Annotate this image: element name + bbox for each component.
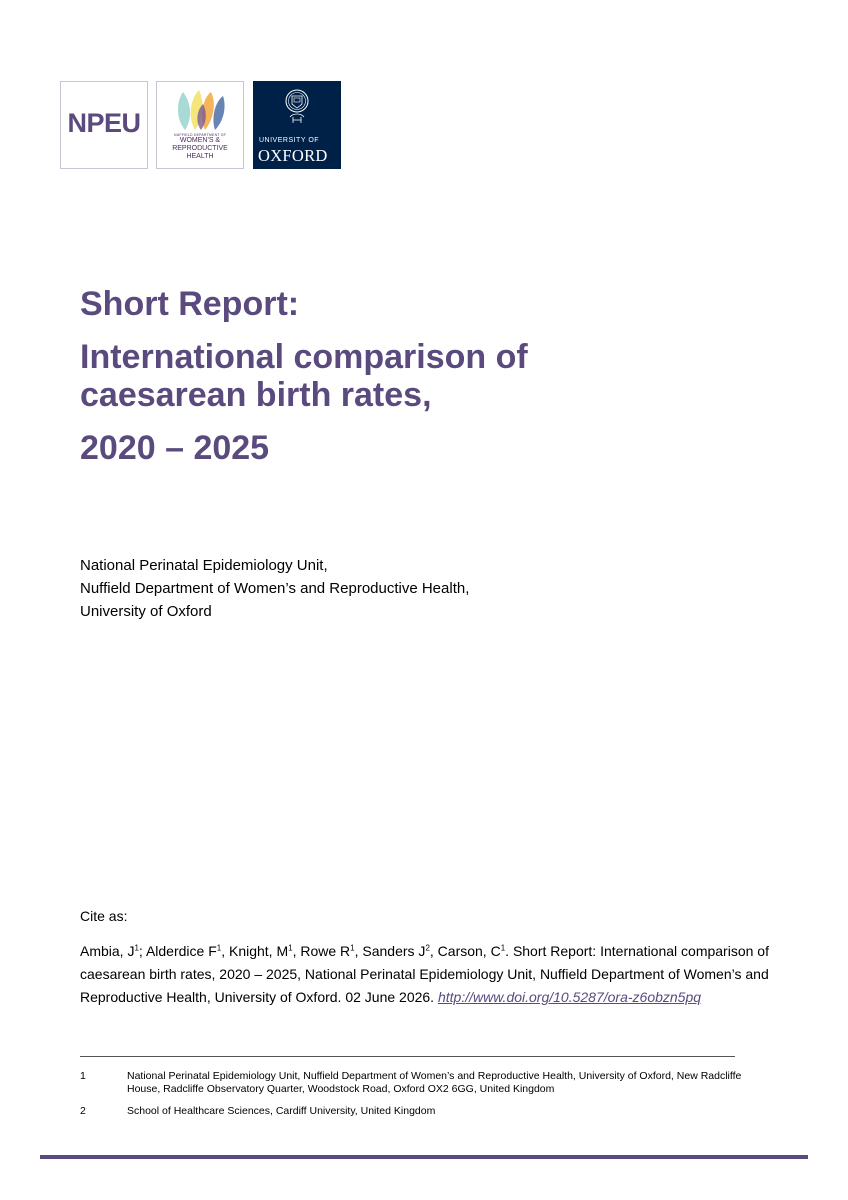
doi-link[interactable]: http://www.doi.org/10.5287/ora-z6obzn5pq [437,989,702,1005]
citation-author: Carson, C [437,943,501,959]
citation-text [80,940,780,1009]
footnote-2-text: School of Healthcare Sciences, Cardiff University, United Kingdom [127,1105,436,1117]
author-affiliation-marker: 1 [288,943,293,953]
citation-author: Knight, M [228,943,289,959]
author-affiliation-marker: 1 [350,943,355,953]
report-title-line-3: caesarean birth rates, [80,376,432,414]
author-affiliation-marker: 1 [500,943,506,953]
cite-as-label: Cite as: [80,908,128,924]
citation-author: Sanders J [362,943,426,959]
author-separator: . [505,943,513,959]
footnote-1-number: 1 [80,1070,86,1082]
author-affiliation-marker: 2 [425,943,430,953]
affiliation-line-1: National Perinatal Epidemiology Unit, [80,557,328,574]
author-separator: , [354,943,363,959]
npeu-logo-text: NPEU [67,108,141,138]
wrh-logo [156,81,244,169]
citation-author: Ambia, J [80,943,135,959]
report-title-line-4: 2020 – 2025 [80,429,270,467]
citation-body: Short Report: International comparison of caesarean birth rates, 2020 – 2025, National Perinatal Epidemiology Unit, Nuffield Department of Women’s and Reproductive Health, University of Oxford. 02 June 2026. [80,943,769,1005]
affiliation-line-3: University of Oxford [80,603,212,620]
author-separator: ; [138,943,146,959]
citation-author: Rowe R [300,943,351,959]
author-separator: , [292,943,301,959]
author-separator: , [429,943,438,959]
report-title-line-1: Short Report: [80,285,300,323]
author-affiliation-marker: 1 [216,943,222,953]
wrh-name-label: WOMEN'S & REPRODUCTIVE HEALTH [172,137,228,160]
footnote-1-text: National Perinatal Epidemiology Unit, Nuffield Department of Women’s and Reproductive Health, University of Oxford, New Radcliffe House, Radcliffe Observatory Quarter, Woodstock Road, Oxford OX2 6GG, United Kingdom [127,1070,742,1095]
oxford-wordmark: OXFORD [258,146,328,165]
oxford-crest-icon [285,87,309,127]
report-title-line-2: International comparison of [80,338,528,376]
wrh-department-label: NUFFIELD DEPARTMENT OF [173,133,227,137]
oxford-university-of: UNIVERSITY OF [259,137,320,144]
author-separator: , [221,943,229,959]
leaf-petals-icon [173,88,229,132]
footnote-2-number: 2 [80,1105,86,1117]
author-list [80,943,513,959]
affiliation-line-2: Nuffield Department of Women’s and Reproductive Health, [80,580,470,597]
oxford-logo [253,81,341,169]
citation-author: Alderdice F [145,943,217,959]
author-affiliation-marker: 1 [134,943,139,953]
footnote-divider [80,1056,735,1057]
bottom-accent-bar [40,1155,808,1159]
npeu-logo [60,81,148,169]
